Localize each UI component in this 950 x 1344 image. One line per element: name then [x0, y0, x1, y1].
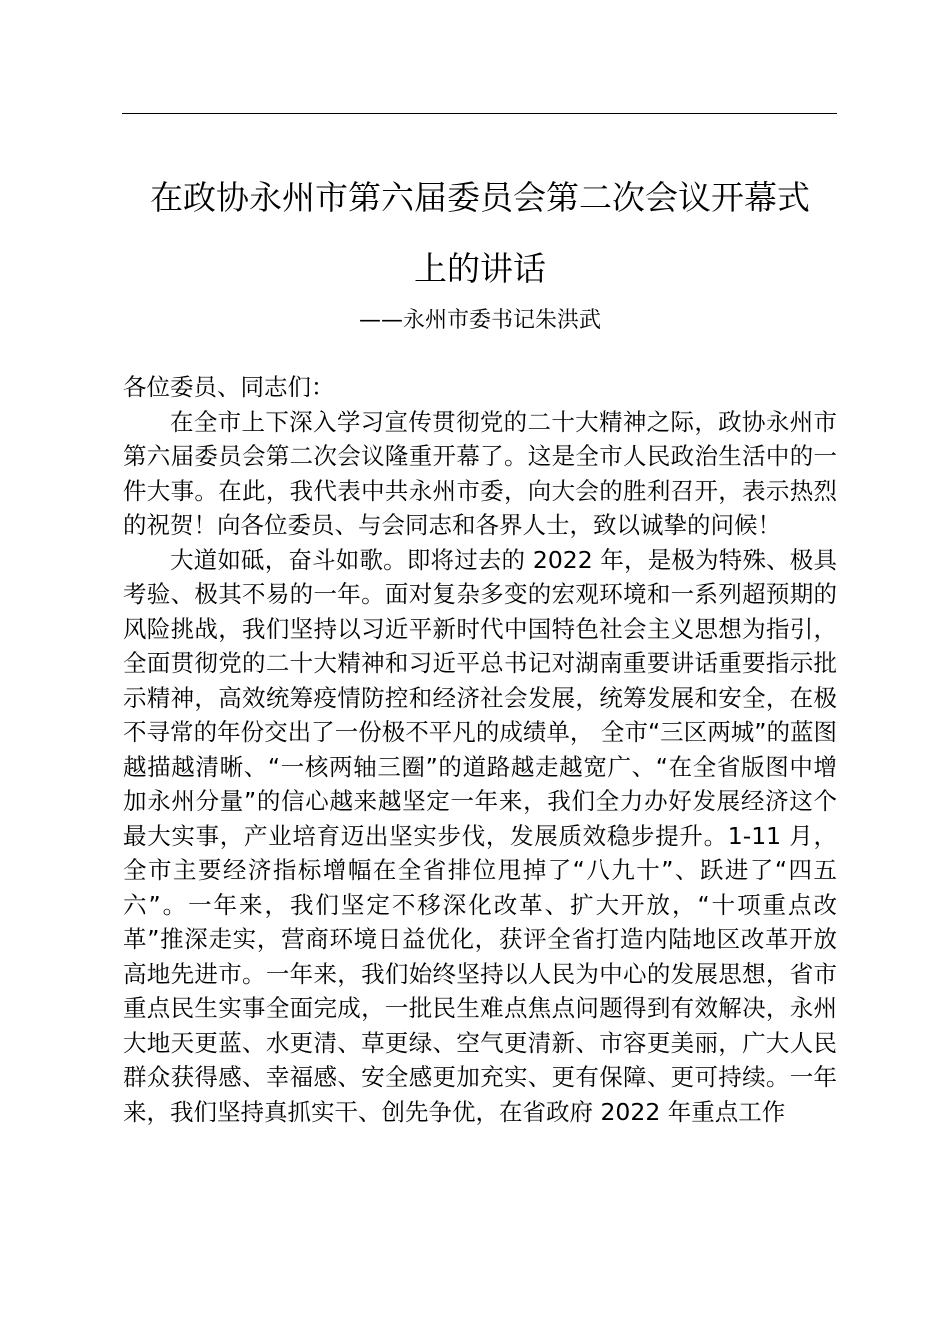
paragraph-1: 在全市上下深入学习宣传贯彻党的二十大精神之际，政协永州市第六届委员会第二次会议隆重开幕了。这是全市人民政治生活中的一件大事。在此，我代表中共永州市委，向大会的胜利召开，表示热烈的祝贺！向各位委员、与会同志和各界人士，致以诚挚的问候！: [123, 407, 837, 539]
title-line-1: 在政协永州市第六届委员会第二次会议开幕式: [150, 178, 810, 217]
title-line-2: 上的讲话: [414, 249, 546, 288]
paragraph-2: 大道如砥，奋斗如歌。即将过去的 2022 年，是极为特殊、极具考验、极其不易的一年。面对复杂多变的宏观环境和一系列超预期的风险挑战，我们坚持以习近平新时代中国特色社会主义思想为指引，全面贯彻党的二十大精神和习近平总书记对湖南重要讲话重要指示批示精神，高效统筹疫情防控和经济社会发展，统筹发展和安全，在极不寻常的年份交出了一份极不平凡的成绩单， 全市“三区两城”的蓝图越描越清晰、“一核两轴三圈”的道路越走越宽广、“在全省版图中增加永州分量”的信心越来越坚定一年来，我们全力办好发展经济这个最大实事，产业培育迈出坚实步伐，发展质效稳步提升。1-11 月，全市主要经济指标增幅在全省排位甩掉了“八九十”、跃进了“四五六”。一年来，我们坚定不移深化改革、扩大开放，“十项重点改革”推深走实，营商环境日益优化，获评全省打造内陆地区改革开放高地先进市。一年来，我们始终坚持以人民为中心的发展思想，省市重点民生实事全面完成，一批民生难点焦点问题得到有效解决，永州大地天更蓝、水更清、草更绿、空气更清新、市容更美丽，广大人民群众获得感、幸福感、安全感更加充实、更有保障、更可持续。一年来，我们坚持真抓实干、创先争优，在省政府 2022 年重点工作: [123, 545, 837, 1126]
header-rule: [122, 113, 837, 114]
byline: ——永州市委书记朱洪武: [358, 308, 601, 333]
document-body: [123, 370, 837, 1129]
salutation: 各位委员、同志们：: [123, 373, 335, 401]
